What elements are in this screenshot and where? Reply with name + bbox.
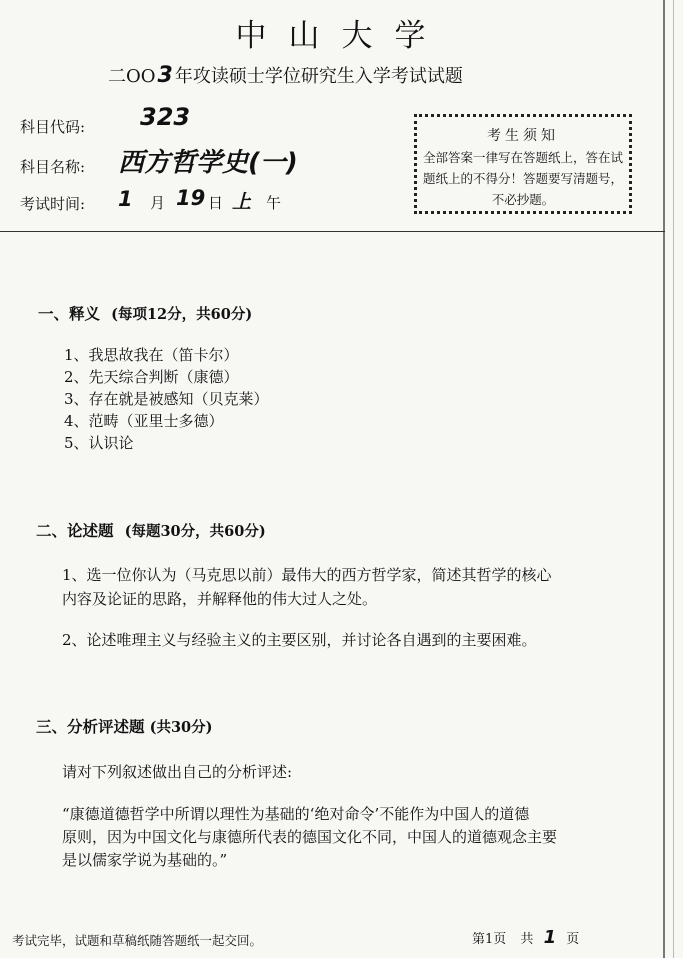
exam-title-suffix: 年攻读硕士学位研究生入学考试试题 (174, 66, 463, 87)
section3-intro: 请对下列叙述做出自己的分析评述: (62, 763, 293, 781)
exam-title (108, 62, 463, 88)
section1-item: 2、先天综合判断（康德） (64, 368, 239, 386)
page-number (472, 927, 579, 948)
section1-note: (每项12分，共60分) (111, 306, 253, 323)
exam-period-unit: 午 (266, 194, 282, 212)
question-1-line1: 1、选一位你认为（马克思以前）最伟大的西方哲学家，简述其哲学的核心 (62, 566, 552, 584)
section3-quote-line3: 是以儒家学说为基础的。” (62, 851, 228, 869)
question-2: 2、论述唯理主义与经验主义的主要区别，并讨论各自遇到的主要困难。 (62, 631, 537, 649)
exam-month-value: 1 (118, 187, 133, 211)
subject-code-value: 323 (140, 103, 191, 131)
section1-title: 一、释义 (38, 304, 101, 323)
exam-title-prefix: 二OO (108, 66, 156, 87)
question-1-line2: 内容及论证的思路，并解释他的伟大过人之处。 (62, 590, 378, 608)
page-total-suffix: 页 (566, 932, 580, 947)
exam-month-unit: 月 (150, 194, 166, 212)
page-edge (663, 0, 665, 958)
section1-item: 1、我思故我在（笛卡尔） (64, 346, 239, 364)
exam-period-value: 上 (232, 191, 252, 213)
subject-name-label: 科目名称: (20, 158, 86, 176)
section3-quote-line2: 原则，因为中国文化与康德所代表的德国文化不同，中国人的道德观念主要 (62, 828, 558, 846)
notice-title: 考生须知 (487, 128, 559, 144)
subject-name-value: 西方哲学史(一) (118, 148, 298, 178)
subject-code-label: 科目代码: (20, 118, 86, 136)
section2-heading (36, 519, 266, 541)
section2-title: 二、论述题 (36, 521, 114, 540)
section3-quote-line1: “康德道德哲学中所谓以理性为基础的‘绝对命令’不能作为中国人的道德 (62, 805, 530, 823)
exam-time-label: 考试时间: (20, 195, 86, 213)
footer-instruction: 考试完毕，试题和草稿纸随答题纸一起交回。 (12, 933, 263, 948)
page-total-prefix: 共 (520, 932, 534, 947)
notice-body: 全部答案一律写在答题纸上，答在试题纸上的不得分！答题要写清题号，不必抄题。 (422, 150, 623, 207)
candidate-notice-box (414, 114, 632, 214)
section1-item: 4、范畴（亚里士多德） (64, 412, 224, 430)
section1-item: 5、认识论 (64, 434, 134, 452)
page-edge-shadow (673, 0, 674, 958)
section3-title: 三、分析评述题 (36, 717, 145, 736)
exam-day-unit: 日 (208, 194, 224, 212)
section3-heading (36, 715, 213, 737)
header-divider (0, 231, 665, 232)
exam-day-value: 19 (176, 186, 206, 210)
university-name: 中山大学 (235, 18, 448, 54)
section1-item: 3、存在就是被感知（贝克莱） (64, 390, 269, 408)
section3-note: (共30分) (149, 719, 213, 736)
page-current: 第1页 (472, 932, 507, 947)
section2-note: (每题30分，共60分) (124, 523, 266, 540)
section1-heading (38, 302, 252, 324)
exam-year-handwritten: 3 (157, 63, 173, 88)
page-total-handwritten: 1 (543, 927, 557, 948)
